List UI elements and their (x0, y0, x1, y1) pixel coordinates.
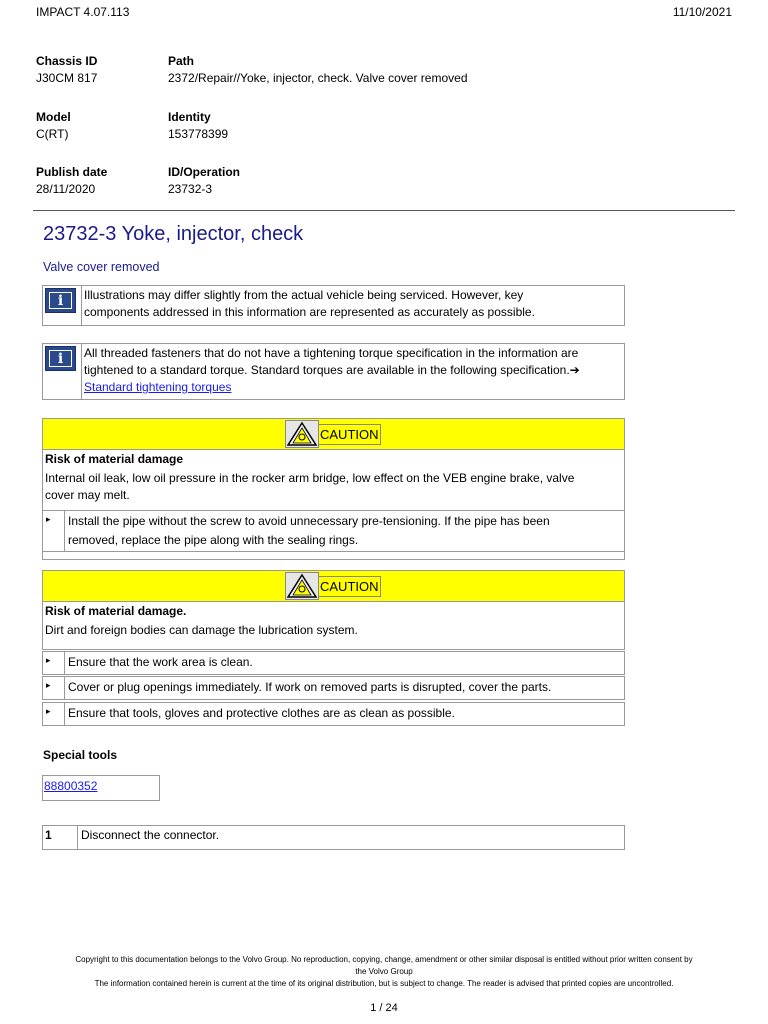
path-label: Path (168, 54, 195, 68)
caution-step (42, 651, 625, 675)
identity-block (168, 110, 228, 141)
bullet-arrow-icon: ▸ (43, 652, 65, 674)
info-note-illustrations (42, 285, 625, 326)
page-number: 1 / 24 (370, 1002, 398, 1014)
footer-line1: Copyright to this documentation belongs to the Volvo Group. No reproduction, copying, change, amendment or other similar disposal is entitled without prior written consent by (75, 955, 693, 964)
caution2-step-3: Ensure that tools, gloves and protective clothes are as clean as possible. (68, 706, 455, 720)
procedure-step (42, 825, 625, 850)
chassis-block (36, 54, 97, 85)
path-block (168, 54, 468, 85)
info-icon: i (45, 346, 76, 371)
idop-label: ID/Operation (168, 165, 241, 179)
bullet-arrow-icon: ▸ (43, 677, 65, 699)
special-tools-heading: Special tools (43, 748, 118, 762)
publish-block (36, 165, 107, 196)
footer-line2: the Volvo Group (355, 967, 413, 976)
info2-line1: All threaded fasteners that do not have a tightening torque specification in the information are (84, 346, 579, 360)
caution1-step-line1: Install the pipe without the screw to avoid unnecessary pre-tensioning. If the pipe has been (68, 514, 550, 528)
warning-triangle-icon (285, 572, 319, 600)
idop-block (168, 165, 240, 196)
standard-torques-link[interactable]: Standard tightening torques (84, 380, 232, 394)
divider (33, 210, 735, 211)
info-icon: i (45, 288, 76, 313)
caution1-body-line1: Internal oil leak, low oil pressure in the rocker arm bridge, low effect on the VEB engine brake, valve (45, 471, 575, 485)
caution-bar (43, 419, 624, 450)
path-value: 2372/Repair//Yoke, injector, check. Valve cover removed (168, 71, 468, 85)
info2-line2: tightened to a standard torque. Standard torques are available in the following specification.➔ (84, 363, 580, 377)
publish-value: 28/11/2020 (36, 182, 96, 196)
chassis-value: J30CM 817 (36, 71, 98, 85)
print-date: 11/10/2021 (672, 5, 732, 19)
caution-block-1 (42, 418, 625, 560)
caution-bar (43, 571, 624, 602)
step-number: 1 (43, 826, 78, 849)
caution1-body-line2: cover may melt. (45, 488, 130, 502)
caution-label: CAUTION (319, 424, 381, 445)
page-title: 23732-3 Yoke, injector, check (43, 223, 304, 245)
copyright-notice (30, 954, 738, 990)
footer-line3: The information contained herein is current at the time of its original distribution, but is subject to change. The reader is advised that printed copies are uncontrolled. (94, 979, 674, 988)
info-note-torques (42, 343, 625, 400)
caution-block-2 (42, 570, 625, 650)
chassis-label: Chassis ID (36, 54, 98, 68)
caution2-step-1: Ensure that the work area is clean. (68, 655, 253, 669)
bullet-arrow-icon: ▸ (43, 511, 65, 551)
tool-link-88800352[interactable]: 88800352 (44, 779, 98, 793)
caution-step (42, 676, 625, 700)
publish-label: Publish date (36, 165, 108, 179)
model-label: Model (36, 110, 71, 124)
info1-line2: components addressed in this information are represented as accurately as possible. (84, 305, 535, 319)
identity-label: Identity (168, 110, 211, 124)
caution1-step-line2: removed, replace the pipe along with the sealing rings. (68, 533, 359, 547)
idop-value: 23732-3 (168, 182, 213, 196)
caution-heading: Risk of material damage. (45, 604, 187, 618)
bullet-arrow-icon: ▸ (43, 703, 65, 725)
model-block (36, 110, 71, 141)
caution-step (42, 702, 625, 726)
identity-value: 153778399 (168, 127, 229, 141)
page-subtitle: Valve cover removed (43, 260, 160, 274)
warning-triangle-icon (285, 420, 319, 448)
special-tools-box (42, 775, 160, 801)
caution-step (43, 510, 624, 552)
model-value: C(RT) (36, 127, 69, 141)
caution-heading: Risk of material damage (45, 452, 184, 466)
caution2-body: Dirt and foreign bodies can damage the lubrication system. (45, 623, 358, 637)
app-version: IMPACT 4.07.113 (36, 5, 130, 19)
caution2-step-2: Cover or plug openings immediately. If work on removed parts is disrupted, cover the parts. (68, 680, 552, 694)
step-text: Disconnect the connector. (81, 828, 220, 842)
info1-line1: Illustrations may differ slightly from the actual vehicle being serviced. However, key (84, 288, 524, 302)
caution-label: CAUTION (319, 576, 381, 597)
